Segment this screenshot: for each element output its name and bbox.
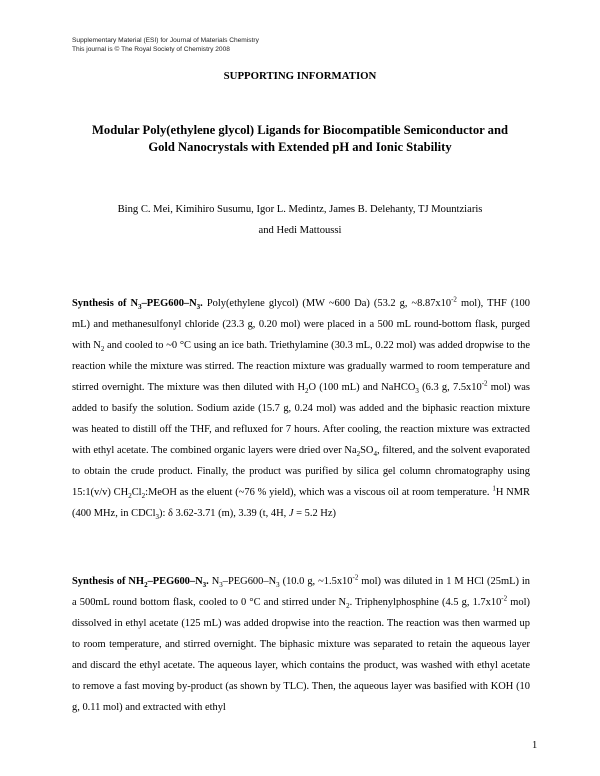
title-line-1: Modular Poly(ethylene glycol) Ligands for Biocompatible Semiconductor and xyxy=(92,123,508,137)
journal-header xyxy=(72,37,259,54)
header-line-1: Supplementary Material (ESI) for Journal of Materials Chemistry xyxy=(72,37,259,44)
supporting-info-heading: SUPPORTING INFORMATION xyxy=(223,70,377,82)
title-line-2: Gold Nanocrystals with Extended pH and Ionic Stability xyxy=(148,140,452,154)
authors-line-2: and Hedi Mattoussi xyxy=(258,225,342,236)
synthesis-n3-peg600-n3-paragraph: Synthesis of $N_3-PEG600-N_3$. Poly(ethylene glycol) (MW ~600 Da) (53.2 g, $\sim 8.87x10^{-2}$ mol), THF (100 mL) and methanesulfonyl chloride (23.3 g, 0.20 mol) were placed in a 500 mL round-bottom flask, purged with $N_2$ and cooled to ~0 °C using an ice bath. Triethylamine (30.3 mL, 0.22 mol) was added dropwise to the reaction while the mixture was stirred. The reaction mixture was gradually warmed to room temperature and stirred overnight. The mixture was then diluted with $H_2O$ (100 mL) and NaHCO$_3$ (6.3 g, $7.5x10^{-2}$ mol) was added to basify the solution. Sodium azide (15.7 g, 0.24 mol) was added and the biphasic reaction mixture was heated to distill off the THF, and refluxed for 7 hours. After cooling, the reaction mixture was extracted with ethyl acetate. The combined organic layers were dried over $Na_2SO_4$, filtered, and the solvent evaporated to obtain the crude product. Finally, the product was purified by silica gel column chromatography using 15:1(v/v) $CH_2Cl_2:MeOH$ as the eluent (~76 % yield), which was a viscous oil at room temperature. $^1$H NMR (400 MHz, in CDCl$_3$): δ 3.62-3.71 (m), 3.39 (t, 4H, J = 5.2 Hz) xyxy=(72,295,531,522)
paper-title xyxy=(40,122,560,156)
authors-line-1: Bing C. Mei, Kimihiro Susumu, Igor L. Medintz, James B. Delehanty, TJ Mountziaris xyxy=(117,204,483,215)
synthesis-nh2-peg600-n3-paragraph: Synthesis of $NH_2-PEG600-N_3$. $N_3-PEG600-N_3$ (10.0 g, $\sim 1.5x10^{-2}$ mol) was diluted in 1 M HCl (25mL) in a 500mL round bottom flask, cooled to 0 °C and stirred under $N_2$. Triphenylphosphine (4.5 g, $1.7x10^{-2}$ mol) dissolved in ethyl acetate (125 mL) was added dropwise into the reaction. The reaction was then warmed up to room temperature, and stirred overnight. The biphasic mixture was separated to retain the aqueous layer and discard the ethyl acetate. The aqueous layer, which contains the product, was washed with ethyl acetate to remove a fast moving by-product (as shown by TLC). Then, the aqueous layer was basified with KOH (10 g, 0.11 mol) and extracted with ethyl xyxy=(72,573,531,714)
header-line-2: This journal is © The Royal Society of Chemistry 2008 xyxy=(72,45,230,53)
section-heading-2: Synthesis of $NH_2-PEG600-N_3$. xyxy=(72,576,209,590)
page-number: 1 xyxy=(532,740,538,751)
author-list xyxy=(60,199,540,241)
section-heading-1: Synthesis of $N_3-PEG600-N_3$. xyxy=(72,298,203,312)
